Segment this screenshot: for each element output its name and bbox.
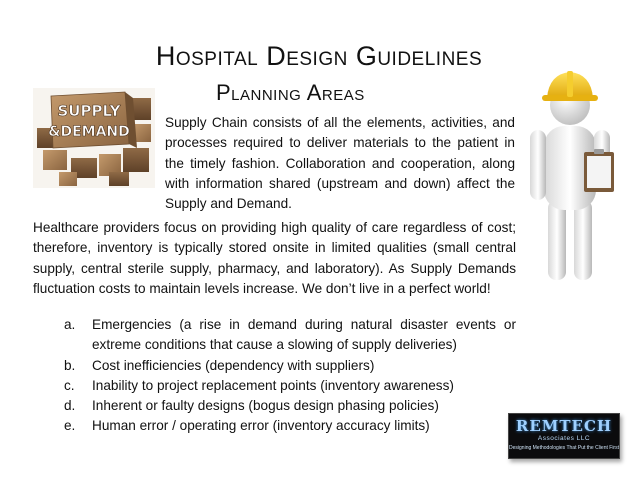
page-title: Hospital Design Guidelines [155, 41, 483, 71]
list-item-text: Inherent or faulty designs (bogus design phasing policies) [92, 398, 439, 414]
list-item-text: Human error / operating error (inventory accuracy limits) [92, 418, 430, 434]
svg-text:SUPPLY: SUPPLY [57, 102, 121, 120]
list-item [64, 356, 516, 376]
list-marker: d. [64, 398, 76, 414]
body-paragraph: Healthcare providers focus on providing high quality of care regardless of cost; therefore, inventory is typically stored onsite in limited qualities (small central supply, central sterile supply, pharmacy, and laboratory). As Supply Demands fluctuation costs to maintain levels increase. We don’t live in a perfect world! [33, 220, 516, 296]
svg-text:&DEMAND: &DEMAND [48, 124, 130, 140]
page-subtitle: Planning Areas [216, 80, 365, 105]
list-item [64, 416, 516, 436]
list-item [64, 315, 516, 356]
list-marker: b. [64, 357, 76, 373]
list-marker: e. [64, 418, 76, 434]
logo-tagline: Designing Methodologies That Put the Client First [509, 445, 619, 451]
intro-paragraph: Supply Chain consists of all the elements, activities, and processes required to deliver materials to the patient in the timely fashion. Collaboration and cooperation, along with information shared (upstream and down) affect the Supply and Demand. [165, 115, 515, 212]
list-item [64, 396, 516, 416]
logo-brand: REMTECH [515, 417, 613, 435]
list-item-text: Emergencies (a rise in demand during natural disaster events or extreme conditions that cause a slowing of supply deliveries) [92, 317, 516, 353]
list-marker: a. [64, 317, 76, 332]
list-item-text: Cost inefficiencies (dependency with suppliers) [92, 357, 375, 373]
supply-demand-image [33, 88, 155, 188]
logo-associates: Associates LLC [537, 435, 591, 442]
list-item-text: Inability to project replacement points (inventory awareness) [92, 377, 454, 393]
list-marker: c. [64, 377, 75, 393]
remtech-logo [508, 413, 620, 459]
worker-figure-image [520, 60, 620, 285]
list-item [64, 376, 516, 396]
issues-list [64, 315, 516, 437]
